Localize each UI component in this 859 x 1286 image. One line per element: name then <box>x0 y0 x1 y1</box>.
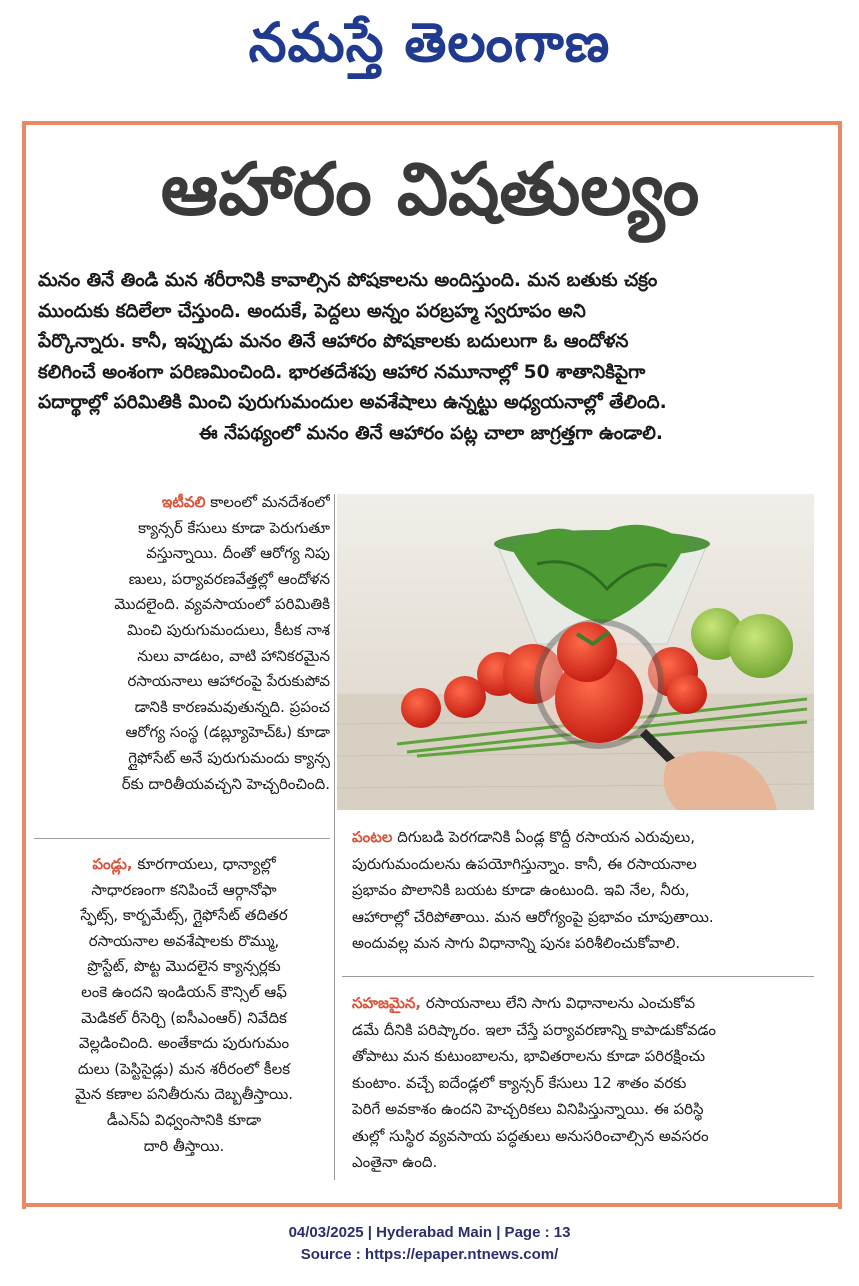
section-2-line: రసాయనాల అవశేషాలకు రొమ్ము, <box>88 931 280 950</box>
section-1-line: ణులు, పర్యావరణవేత్తల్లో ఆందోళన <box>128 569 330 588</box>
section-3-line: అందువల్ల మన సాగు విధానాన్ని పునః పరిశీలించుకోవాలి. <box>352 934 681 952</box>
section-1-first-line <box>38 490 330 516</box>
section-4-first-line <box>352 990 812 1017</box>
section-1-line: గ్లైఫోసేట్ అనే పురుగుమందు క్యాన్స <box>128 748 330 767</box>
section-1 <box>38 490 330 797</box>
footer-date-edition: 04/03/2025 | Hyderabad Main | Page : 13 <box>288 1224 571 1241</box>
intro-line: మనం తినే తిండి మన శరీరానికి కావాల్సిన పోషకాలను అందిస్తుంది. మన బతుకు చక్రం <box>38 270 658 291</box>
divider <box>34 838 330 839</box>
section-4-lead: సహజమైన, <box>352 994 422 1012</box>
section-1-lead: ఇటీవలి <box>161 493 206 511</box>
intro-line: ముందుకు కదిలేలా చేస్తుంది. అందుకే, పెద్దలు అన్నం పరబ్రహ్మ స్వరూపం అని <box>38 300 586 322</box>
section-2-line: మెడికల్ రీసెర్చి (ఐసీఎంఆర్) నివేదిక <box>81 1008 287 1027</box>
intro-line: కలిగించే అంశంగా పరిణమించింది. భారతదేశపు ఆహార నమూనాల్లో 50 శాతానికిపైగా <box>38 361 646 383</box>
section-4-line: తోపాటు మన కుటుంబాలను, భావితరాలను కూడా పరిరక్షించు <box>352 1047 706 1065</box>
divider <box>342 976 814 977</box>
section-2-first-rest: కూరగాయలు, ధాన్యాల్లో <box>132 855 276 873</box>
section-4-line: డమే దీనికి పరిష్కారం. ఇలా చేస్తే పర్యావరణాన్ని కాపాడుకోవడం <box>352 1020 717 1039</box>
section-4-first-rest: రసాయనాలు లేని సాగు విధానాలను ఎంచుకోవ <box>421 994 696 1012</box>
section-1-line: వస్తున్నాయి. దీంతో ఆరోగ్య నిపు <box>146 544 330 563</box>
section-1-line: ర్‌కు దారితీయవచ్చని హెచ్చరించింది. <box>121 774 330 793</box>
section-2-line: లంకె ఉందని ఇండియన్ కౌన్సిల్ ఆఫ్ <box>81 982 287 1001</box>
section-1-line: మించి పురుగుమందులు, కీటక నాశ <box>126 620 330 639</box>
vegetables-magnifier-photo <box>337 494 814 810</box>
section-3-line: ప్రభావం పొలానికి బయట కూడా ఉంటుంది. ఇవి నేల, నీరు, <box>352 881 690 899</box>
section-2-line: డీఎన్‌ఏ విధ్వంసానికి కూడా <box>106 1110 262 1129</box>
intro-paragraph <box>38 266 824 449</box>
section-2-first-line <box>38 852 330 878</box>
headline: ఆహారం విషతుల్యం <box>160 147 700 231</box>
section-4-line: కుంటాం. వచ్చే ఐదేండ్లలో క్యాన్సర్ కేసులు 12 శాతం వరకు <box>352 1073 687 1092</box>
section-2-line: స్ఫేట్స్, కార్బమేట్స్, గ్లైఫోసేట్ తదితర <box>80 906 288 925</box>
section-3-first-rest: దిగుబడి పెరగడానికి ఏండ్ల కొద్దీ రసాయన ఎరువులు, <box>392 828 696 846</box>
section-1-line: నులు వాడటం, వాటి హానికరమైన <box>137 646 330 665</box>
masthead-title: నమస్తే తెలంగాణ <box>248 11 611 74</box>
section-4 <box>352 990 812 1176</box>
section-1-line: డానికి కారణమవుతున్నది. ప్రపంచ <box>134 697 330 716</box>
intro-line: ఈ నేపథ్యంలో మనం తినే ఆహారం పట్ల చాలా జాగ్రత్తగా ఉండాలి. <box>199 422 663 444</box>
photo-illustration <box>337 494 814 810</box>
section-2-line: ప్రొస్టేట్, పొట్ట మొదలైన క్యాన్సర్లకు <box>87 957 281 976</box>
section-2-line: దులు (పెస్టిసైడ్లు) మన శరీరంలో కీలక <box>77 1059 291 1078</box>
footer-source: Source : https://epaper.ntnews.com/ <box>300 1246 559 1263</box>
section-2-line: దారి తీస్తాయి. <box>143 1136 225 1155</box>
section-1-line: క్యాన్సర్ కేసులు కూడా పెరుగుతూ <box>138 518 330 537</box>
section-1-first-rest: కాలంలో మనదేశంలో <box>205 493 330 511</box>
section-1-line: ఆరోగ్య సంస్థ (డబ్ల్యూహెచ్‌ఓ) కూడా <box>125 723 330 742</box>
section-4-line: తుల్లో సుస్థిర వ్యవసాయ పద్ధతులు అనుసరించాల్సిన అవసరం <box>352 1126 709 1145</box>
section-3-lead: పంటల <box>352 828 393 846</box>
section-4-line: ఎంతైనా ఉంది. <box>352 1153 438 1171</box>
section-2-lead: పండ్లు, <box>92 855 133 873</box>
section-1-line: రసాయనాలు ఆహారంపై పేరుకుపోవ <box>127 672 330 691</box>
section-3-first-line <box>352 824 812 851</box>
page-footer <box>0 1222 859 1266</box>
column-divider <box>334 494 335 1180</box>
article-frame-bottom <box>22 1203 842 1207</box>
section-3 <box>352 824 812 957</box>
section-3-line: పురుగుమందులను ఉపయోగిస్తున్నాం. కానీ, ఈ రసాయనాల <box>352 854 697 873</box>
section-3-line: ఆహారాల్లో చేరిపోతాయి. మన ఆరోగ్యంపై ప్రభావం చూపుతాయి. <box>352 907 714 926</box>
section-4-line: పెరిగే అవకాశం ఉందని హెచ్చరికలు వినిపిస్తున్నాయి. ఈ పరిస్థి <box>352 1100 704 1118</box>
intro-line: పేర్కొన్నారు. కానీ, ఇప్పుడు మనం తినే ఆహారం పోషకాలకు బదులుగా ఓ ఆందోళన <box>38 331 629 352</box>
intro-line: పదార్థాల్లో పరిమితికి మించి పురుగుమందుల అవశేషాలు ఉన్నట్టు అధ్యయనాల్లో తేలింది. <box>38 392 667 413</box>
section-2-line: మైన కణాల పనితీరును దెబ్బతీస్తాయి. <box>74 1085 294 1104</box>
section-2 <box>38 852 330 1159</box>
section-2-line: సాధారణంగా కనిపించే ఆర్గానోఫా <box>91 880 277 899</box>
section-1-line: మొదలైంది. వ్యవసాయంలో పరిమితికి <box>114 595 330 614</box>
section-2-line: వెల్లడించింది. అంతేకాదు పురుగుమం <box>78 1034 290 1053</box>
